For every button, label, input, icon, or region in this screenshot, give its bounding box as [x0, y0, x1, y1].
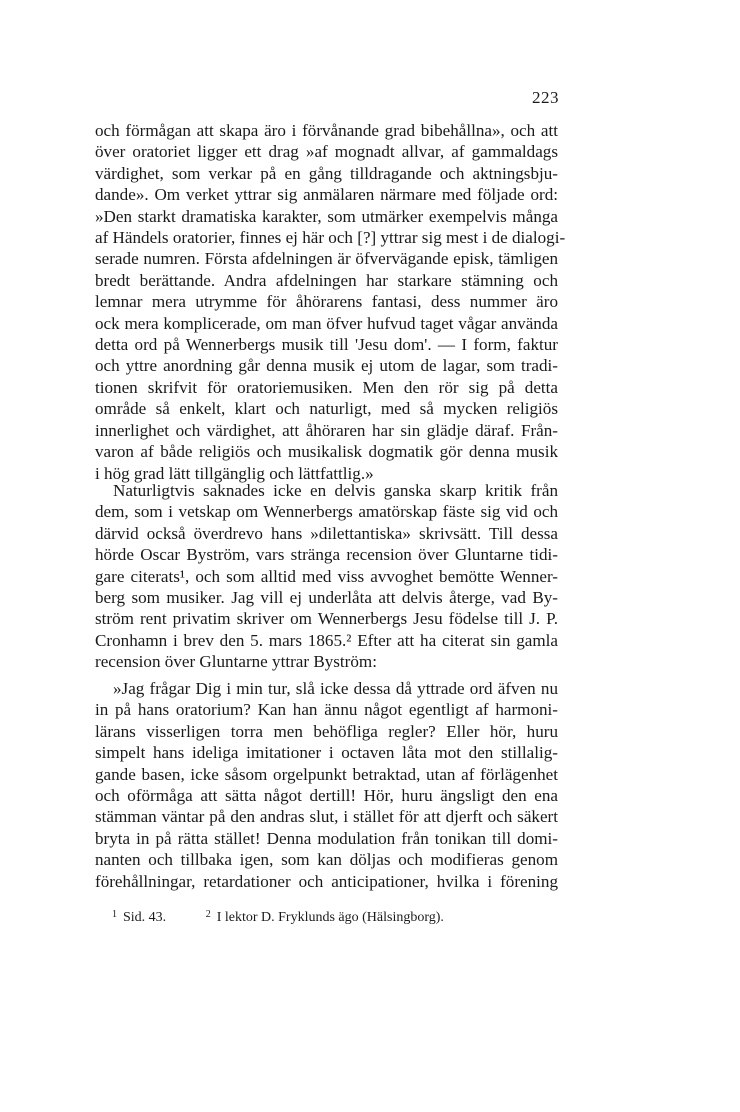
text-line: »Jag frågar Dig i min tur, slå icke dessa då yttrade ord äfven nu: [113, 679, 558, 698]
text-line: dem, som i vetskap om Wennerbergs amatörskap fäste sig vid och: [95, 502, 558, 522]
text-line: varon af både religiös och musikalisk dogmatik gör denna musik: [95, 442, 558, 462]
text-line: bryta in på rätta stället! Denna modulation från tonikan till domi-: [95, 828, 558, 848]
text-line: gare citerats¹, och som alltid med viss avvoghet bemötte Wenner-: [95, 566, 558, 586]
text-line: och förmågan att skapa äro i förvånande grad bibehållna», och att: [95, 121, 558, 140]
text-line: dande». Om verket yttrar sig anmälaren närmare med följade ord:: [95, 185, 558, 205]
text-line: recension över Gluntarne yttrar Byström:: [95, 652, 377, 672]
footnote-1: [112, 906, 166, 927]
text-line: innerlighet och värdighet, att åhöraren har sin glädje däraf. Från-: [95, 420, 558, 440]
text-line: simpelt hans ideliga imitationer i octaven låta mot den stillalig-: [95, 743, 558, 763]
text-line: därvid också överdrevo hans »dilettantiska» skrivsätt. Till dessa: [95, 523, 558, 543]
text-line: berg som musiker. Jag vill ej underlåta att delvis återge, vad By-: [95, 588, 558, 608]
footnote-2: [206, 906, 444, 927]
text-line: i hög grad lätt tillgänglig och lättfattlig.»: [95, 463, 374, 483]
text-line: över oratoriet ligger ett drag »af mognadt allvar, af gammaldags: [95, 142, 558, 162]
text-line: stämman väntar på den andras slut, i stället för att djerft och säkert: [95, 807, 558, 827]
page-number: 223: [532, 88, 559, 107]
paragraph-bystrom-quote: [95, 678, 558, 892]
text-line: in på hans oratorium? Kan han ännu något egentligt af harmoni-: [95, 700, 558, 720]
text-line: af Händels oratorier, finnes ej här och [?] yttrar sig mest i de dialogi-: [95, 228, 566, 248]
text-line: gande basen, icke såsom orgelpunkt betraktad, utan af förlägenhet: [95, 764, 558, 784]
footnote-mark: 2: [205, 909, 211, 920]
text-line: lemnar mera utrymme för åhörarens fantasi, dess nummer äro: [95, 292, 558, 312]
footnote-text: Sid. 43.: [123, 910, 167, 925]
text-line: och oförmåga att sätta något dertill! Hör, huru ängsligt den ena: [95, 786, 558, 806]
footnotes: [112, 906, 444, 927]
paragraph-quote-continuation: [95, 120, 566, 484]
text-line: Naturligtvis saknades icke en delvis ganska skarp kritik från: [113, 481, 558, 500]
paragraph-naturligtvis: [95, 480, 558, 673]
text-line: serade numren. Första afdelningen är öfvervägande episk, tämligen: [95, 249, 558, 269]
text-line: nanten och tillbaka igen, som kan döljas och modifieras genom: [95, 850, 558, 870]
text-line: tionen skrifvit för oratoriemusiken. Men den rör sig på detta: [95, 377, 558, 397]
text-line: »Den starkt dramatiska karakter, som utmärker exempelvis många: [95, 206, 558, 226]
text-line: område så enkelt, klart och naturligt, med så mycken religiös: [95, 399, 558, 419]
text-line: Cronhamn i brev den 5. mars 1865.² Efter att ha citerat sin gamla: [95, 630, 558, 650]
text-line: hörde Oscar Byström, vars stränga recension över Gluntarne tidi-: [95, 545, 558, 565]
text-line: lärans visserligen torra men behöfliga regler? Eller hör, huru: [95, 721, 558, 741]
text-line: ock mera komplicerade, om man öfver hufvud taget vågar använda: [95, 313, 558, 333]
text-line: bredt berättande. Andra afdelningen har starkare stämning och: [95, 270, 558, 290]
text-line: detta ord på Wennerbergs musik till 'Jesu dom'. — I form, faktur: [95, 335, 558, 355]
text-line: ström rent privatim skriver om Wennerbergs Jesu födelse till J. P.: [95, 609, 558, 629]
text-line: förehållningar, retardationer och anticipationer, hvilka i förening: [95, 871, 558, 891]
text-line: värdighet, som verkar på en gång tilldragande och aktningsbju-: [95, 163, 558, 183]
footnote-mark: 1: [112, 909, 117, 920]
footnote-text: I lektor D. Fryklunds ägo (Hälsingborg).: [216, 910, 444, 925]
text-line: och yttre anordning går denna musik ej utom de lagar, som tradi-: [95, 356, 558, 376]
